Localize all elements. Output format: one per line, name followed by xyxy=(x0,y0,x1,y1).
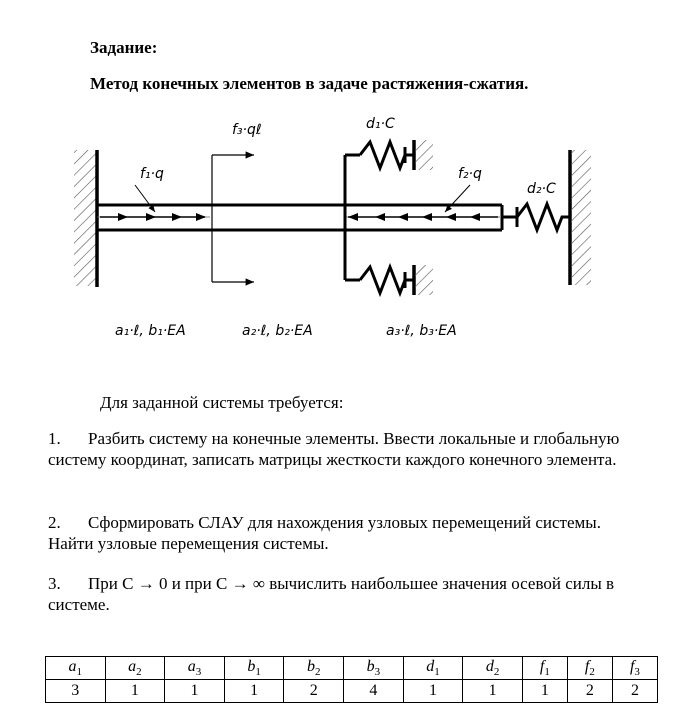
d2-label: d₂·C xyxy=(527,181,556,197)
task-item-2 xyxy=(48,512,648,554)
header-cell: $b_3$ xyxy=(344,657,404,680)
table-row xyxy=(46,680,658,703)
header-cell: $b_2$ xyxy=(284,657,344,680)
table-header-row xyxy=(46,657,658,680)
f3-label: f₃·qℓ xyxy=(232,122,262,138)
header-cell: $a_1$ xyxy=(46,657,106,680)
header-cell: $d_1$ xyxy=(403,657,463,680)
header-cell: $d_2$ xyxy=(463,657,523,680)
table-cell: 1 xyxy=(105,680,165,703)
table-cell: 1 xyxy=(522,680,567,703)
spring-d2 xyxy=(502,204,570,230)
table-cell: 4 xyxy=(344,680,404,703)
task-item-1 xyxy=(48,428,648,470)
header-cell: $a_2$ xyxy=(105,657,165,680)
table-cell: 1 xyxy=(224,680,284,703)
table-cell: 2 xyxy=(612,680,657,703)
d1-label: d₁·C xyxy=(366,116,395,132)
task-item-3 xyxy=(48,573,648,615)
left-wall xyxy=(74,150,97,287)
header-cell: $f_2$ xyxy=(567,657,612,680)
item-number: 1. xyxy=(48,429,61,448)
force-f3-section xyxy=(212,155,254,282)
segment-1-label: a₁·ℓ, b₁·EA xyxy=(115,323,186,339)
table-cell: 2 xyxy=(567,680,612,703)
table-cell: 2 xyxy=(284,680,344,703)
item-text: При С → 0 и при С → ∞ вычислить наибольшее значения осевой силы в системе. xyxy=(48,574,615,614)
right-wall xyxy=(570,150,591,285)
item-number: 3. xyxy=(48,574,61,593)
intro-text: Для заданной системы требуется: xyxy=(100,393,344,412)
header-cell: $f_1$ xyxy=(522,657,567,680)
table-cell: 1 xyxy=(463,680,523,703)
item-text: Сформировать СЛАУ для нахождения узловых перемещений системы. Найти узловые перемещения системы. xyxy=(48,513,601,553)
item-number: 2. xyxy=(48,513,61,532)
item-text: Разбить систему на конечные элементы. Ввести локальные и глобальную систему координат, записать матрицы жесткости каждого конечного элемента. xyxy=(48,429,620,469)
segment-3-label: a₃·ℓ, b₃·EA xyxy=(386,323,457,339)
header-cell: $a_3$ xyxy=(165,657,225,680)
segment-2-label: a₂·ℓ, b₂·EA xyxy=(242,323,313,339)
page-title: Метод конечных элементов в задаче растяжения-сжатия. xyxy=(90,74,529,93)
f1-label: f₁·q xyxy=(140,166,164,182)
task-label: Задание: xyxy=(90,38,158,57)
header-cell: $f_3$ xyxy=(612,657,657,680)
table-cell: 1 xyxy=(165,680,225,703)
header-cell: $b_1$ xyxy=(224,657,284,680)
f2-label: f₂·q xyxy=(458,166,482,182)
parameters-table xyxy=(45,656,658,703)
distributed-load-f1 xyxy=(100,185,206,221)
table-cell: 1 xyxy=(403,680,463,703)
distributed-load-f2 xyxy=(348,185,498,221)
table-cell: 3 xyxy=(46,680,106,703)
